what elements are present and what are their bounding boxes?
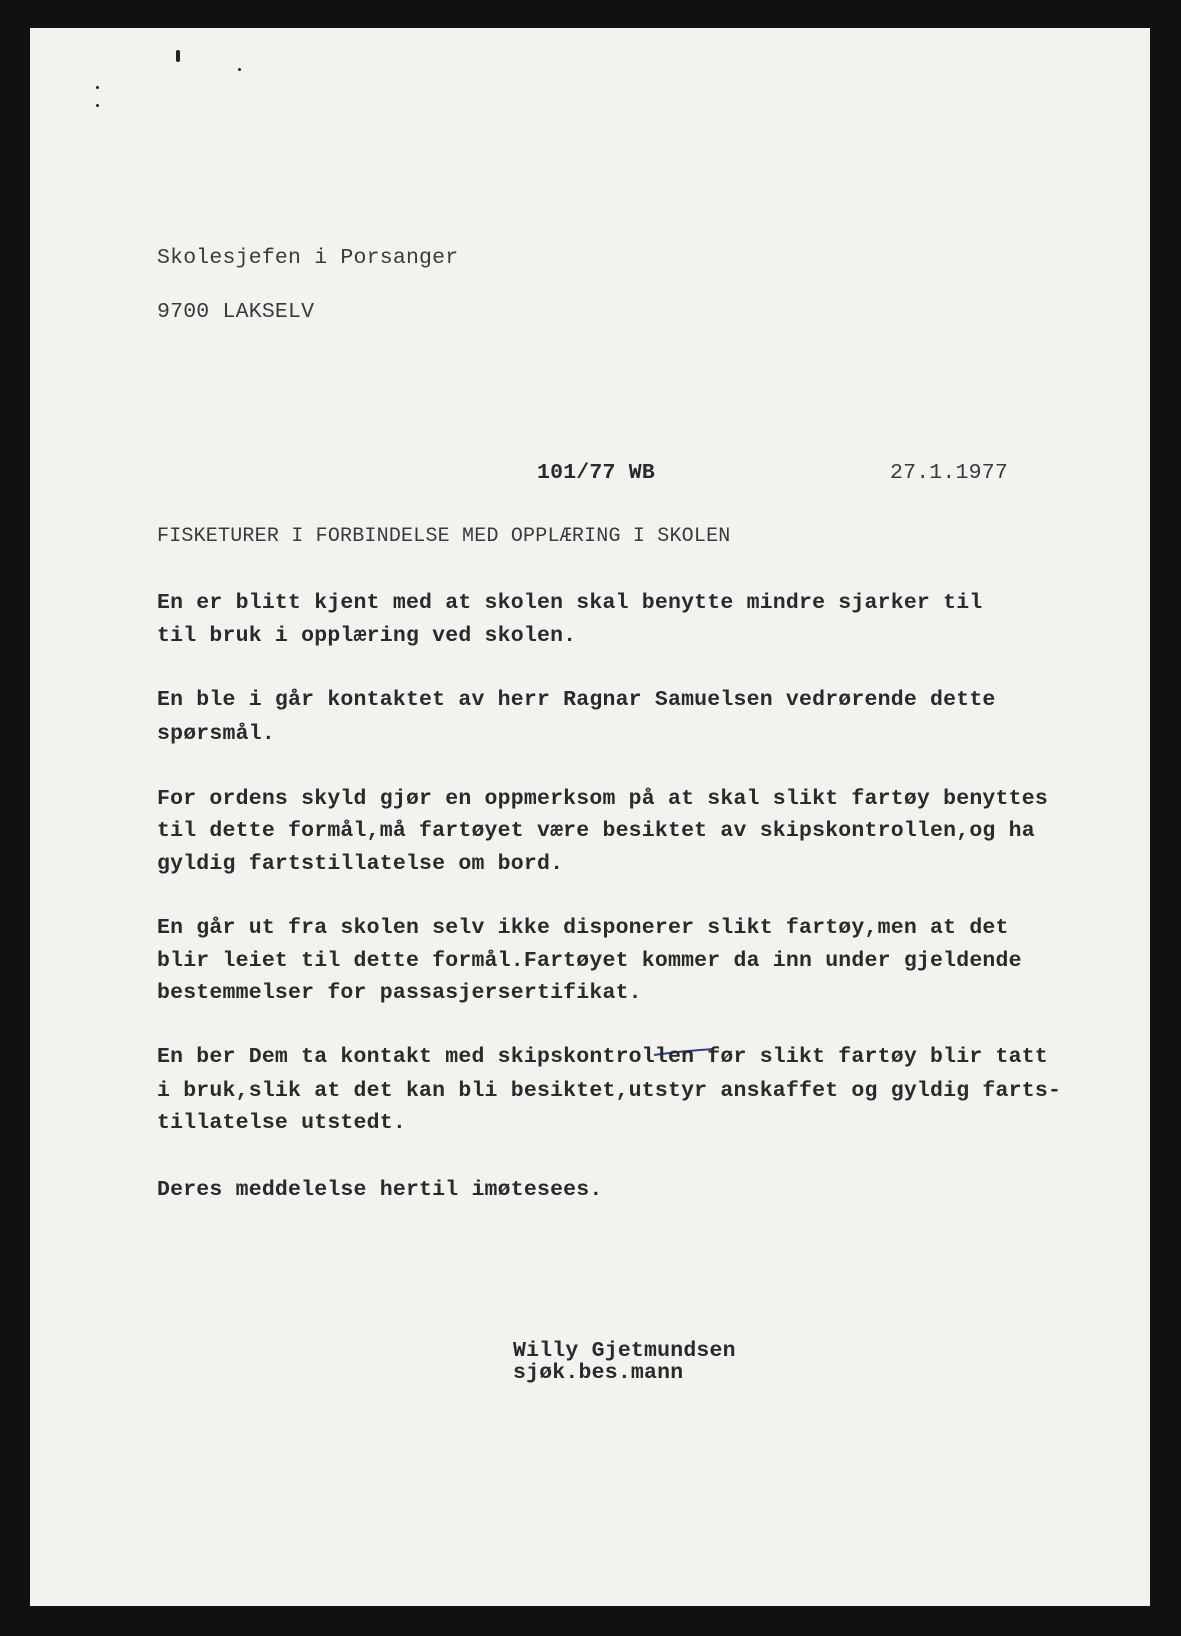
subject-line: FISKETURER I FORBINDELSE MED OPPLÆRING I SKOLEN (157, 525, 731, 548)
reference-number: 101/77 WB (537, 461, 655, 485)
paragraph-2-line-1: En ble i går kontaktet av herr Ragnar Samuelsen vedrørende dette (157, 688, 996, 712)
paragraph-3-line-3: gyldig fartstillatelse om bord. (157, 852, 564, 876)
paragraph-1-line-1: En er blitt kjent med at skolen skal benytte mindre sjarker til (157, 591, 983, 615)
paragraph-3-line-1: For ordens skyld gjør en oppmerksom på at skal slikt fartøy benyttes (157, 787, 1048, 811)
ink-speck (176, 50, 180, 62)
paragraph-5-line-3: tillatelse utstedt. (157, 1111, 406, 1135)
ink-speck (238, 68, 241, 71)
paragraph-6-line-1: Deres meddelelse hertil imøtesees. (157, 1178, 603, 1202)
paragraph-4-line-1: En går ut fra skolen selv ikke disponerer slikt fartøy,men at det (157, 916, 1009, 940)
ink-speck (96, 86, 99, 89)
recipient-line-1: Skolesjefen i Porsanger (157, 246, 459, 270)
paragraph-2-line-2: spørsmål. (157, 722, 275, 746)
paragraph-5-line-2: i bruk,slik at det kan bli besiktet,utstyr anskaffet og gyldig farts- (157, 1079, 1062, 1103)
paragraph-1-line-2: til bruk i opplæring ved skolen. (157, 624, 577, 648)
signature-name: Willy Gjetmundsen (513, 1339, 736, 1363)
ink-speck (96, 104, 99, 107)
signature-title: sjøk.bes.mann (513, 1361, 684, 1385)
paragraph-3-line-2: til dette formål,må fartøyet være besiktet av skipskontrollen,og ha (157, 819, 1035, 843)
recipient-line-2: 9700 LAKSELV (157, 300, 315, 324)
paragraph-4-line-3: bestemmelser for passasjersertifikat. (157, 981, 642, 1005)
paragraph-4-line-2: blir leiet til dette formål.Fartøyet kommer da inn under gjeldende (157, 949, 1022, 973)
letter-date: 27.1.1977 (890, 461, 1008, 485)
paragraph-5-line-1: En ber Dem ta kontakt med skipskontrollen før slikt fartøy blir tatt (157, 1045, 1048, 1069)
